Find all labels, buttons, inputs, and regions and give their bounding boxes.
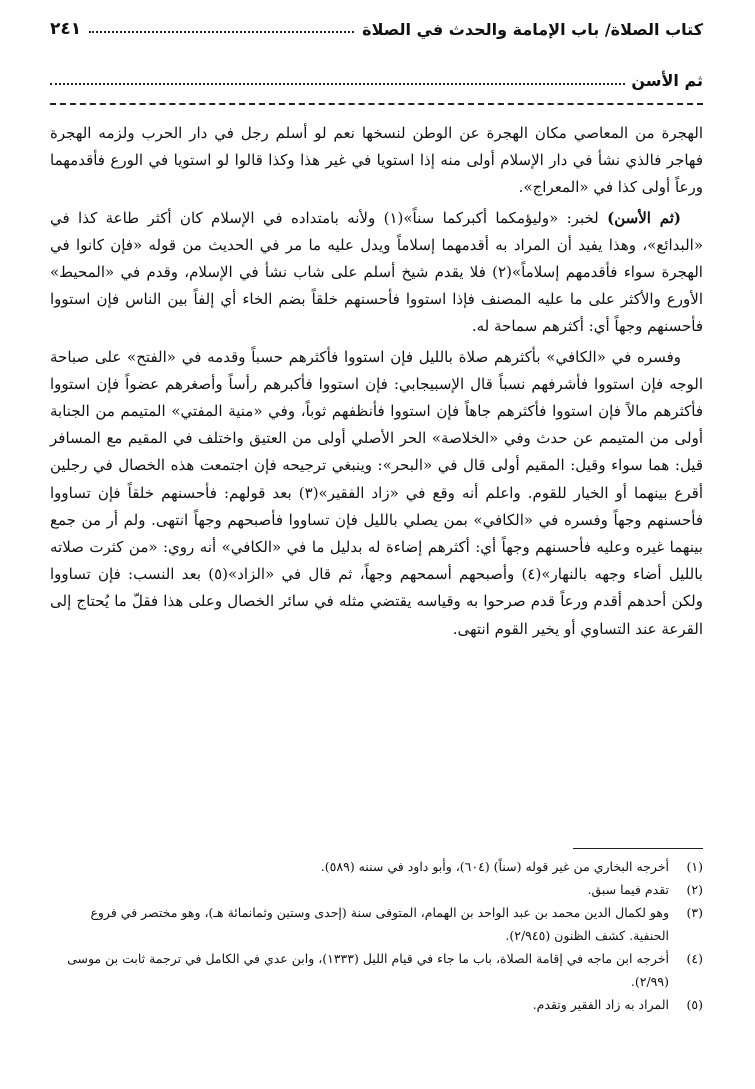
footnote-text: تقدم فيما سبق. bbox=[587, 882, 669, 897]
footnote bbox=[50, 901, 703, 947]
running-header bbox=[50, 14, 703, 44]
matn-text: ثم الأسن bbox=[631, 70, 703, 90]
chapter-title: كتاب الصلاة/ باب الإمامة والحدث في الصلاة bbox=[362, 19, 703, 39]
footnote-number: (٤) bbox=[686, 951, 703, 966]
matn-line bbox=[50, 62, 703, 98]
footnote-text: أخرجه البخاري من غير قوله (سناً) (٦٠٤)، وأبو داود في سننه (٥٨٩). bbox=[320, 859, 669, 874]
footnote-number: (٥) bbox=[686, 997, 703, 1012]
footnote bbox=[50, 947, 703, 993]
paragraph-2-lead: (ثم الأسن) bbox=[607, 208, 681, 227]
commentary-body bbox=[50, 120, 703, 646]
footnote bbox=[50, 855, 703, 878]
matn-dotted-leader bbox=[50, 83, 625, 85]
matn-separator bbox=[50, 103, 703, 105]
paragraph-2-text: لخبر: «وليؤمكما أكبركما سناً»(١) ولأنه بامتداده في الإسلام كان أكثر طاعة كذا في «البدائع»، وهذا يفيد أن المراد به أقدمهما إسلاماً ويدل عليه ما مر في الحديث من قوله «فإن كانوا في الهجرة سواء فأقدمهم إسلاماً»(٢) فلا يقدم شيخ أسلم على شاب نشأ في الإسلام، وقدم في «المحيط» الأورع والأكثر على ما عليه المصنف فإذا استووا فأحسنهم خلقاً بضم الخاء أي إلفاً بين الناس فإن استووا فأحسنهم وجهاً أي: أكثرهم سماحة له. bbox=[50, 208, 703, 336]
footnote-number: (١) bbox=[686, 859, 703, 874]
paragraph-1: الهجرة من المعاصي مكان الهجرة عن الوطن لنسخها نعم لو أسلم رجل في دار الحرب ولزمه الهجرة فهاجر فالذي نشأ في دار الإسلام أولى منه إذا استويا في غير هذا وكذا قالوا لو استويا في الورع فأقدمهما ورعاً أولى كذا في «المعراج». bbox=[50, 124, 703, 197]
paragraph-2 bbox=[50, 205, 703, 341]
footnote-text: المراد به زاد الفقير وتقدم. bbox=[532, 997, 669, 1012]
paragraph-3: وفسره في «الكافي» بأكثرهم صلاة بالليل فإن استووا فأكثرهم حسباً وقدمه في «الفتح» على صباحة الوجه فإن استووا فأشرفهم نسباً قال الإسبيجابي: فإن استووا فأكبرهم رأساً وأصغرهم عضواً فإن استووا فأكثرهم مالاً فإن استووا فأكثرهم جاهاً فإن استووا فأنظفهم ثوباً، وفي «منية المفتي» المتيمم من الجنابة أولى من المتيمم عن حدث وفي «الخلاصة» الحر الأصلي أولى من العتيق واختلف في المقيم مع المسافر قيل: هما سواء وقيل: المقيم أولى قال في «البحر»: وينبغي ترجيحه فإن اجتمعت هذه الخصال في رجلين أقرع بينهما أو الخيار للقوم. واعلم أنه وقع في «زاد الفقير»(٣) بعد قولهم: فأحسنهم خلقاً فإن تساووا فأحسنهم وجهاً وفسره في «الكافي» بمن يصلي بالليل فإن تساووا فأصبحهم وجهاً انتهى. ولم أر من جمع بينهما غيره وعليه فأحسنهم وجهاً أي: أكثرهم إضاءة له بدليل ما في «الكافي» أنه روي: «من كثرت صلاته بالليل أضاء وجهه بالنهار»(٤) وأصبحهم أسمحهم وجهاً، ثم قال في «الزاد»(٥) بعد النسب: فإن تساووا ولكن أحدهم أقدم ورعاً قدم صرحوا به وقياسه يقتضي مثله في سائر الخصال وعلى هذا فقلّ ما يُحتاج إلى القرعة عند التساوي أو يخير القوم انتهى. bbox=[50, 347, 703, 638]
page-number: ٢٤١ bbox=[50, 19, 82, 39]
header-dotted-leader bbox=[89, 31, 354, 33]
footnote-number: (٢) bbox=[686, 882, 703, 897]
footnote bbox=[50, 993, 703, 1016]
footnotes bbox=[50, 855, 703, 1016]
footnote bbox=[50, 878, 703, 901]
footnote-text: وهو لكمال الدين محمد بن عبد الواحد بن الهمام، المتوفى سنة (إحدى وستين وثمانمائة هـ)، وهو مختصر في فروع الحنفية. كشف الظنون (٢/٩٤٥). bbox=[90, 905, 669, 943]
footnote-number: (٣) bbox=[686, 905, 703, 920]
footnote-text: أخرجه ابن ماجه في إقامة الصلاة، باب ما جاء في قيام الليل (١٣٣٣)، وابن عدي في الكامل في ترجمة ثابت بن موسى (٢/٩٩). bbox=[67, 951, 669, 989]
footnote-separator bbox=[573, 848, 703, 849]
